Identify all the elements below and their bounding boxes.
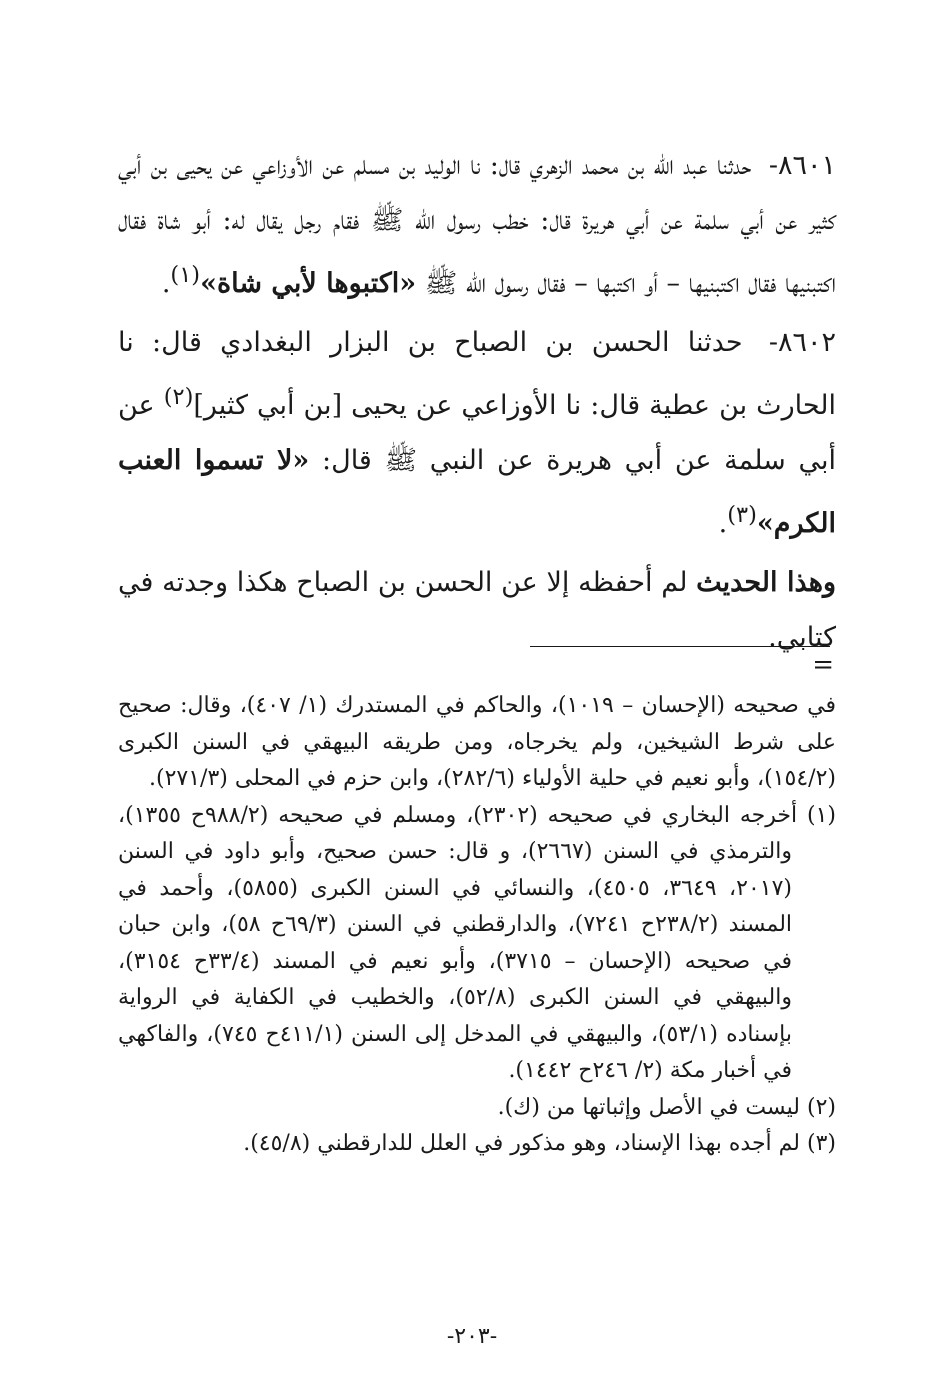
footnote-2: (٢) ليست في الأصل وإثباتها من (ك).	[497, 1094, 836, 1120]
sentence-end: .	[161, 268, 171, 299]
hadith-number: ٨٦٠١-	[768, 150, 836, 181]
hadith-text-continued: عن أبي سلمة عن أبي هريرة عن النبي ﷺ قال:	[118, 390, 836, 476]
author-comment	[118, 555, 836, 665]
prophetic-quote: «لا تسموا العنب الكرم»	[118, 445, 836, 539]
main-text	[118, 138, 836, 665]
comment-lead: وهذا الحديث	[696, 567, 836, 598]
footnote-ref: (٢)	[163, 384, 194, 410]
hadith-text: حدثنا الحسن بن الصباح بن البزار البغدادي قال: نا الحارث بن عطية قال: نا الأوزاعي عن يحيى [بن أبي كثير]	[118, 327, 836, 421]
footnote-continuation: في صحيحه (الإحسان – ١٠١٩)، والحاكم في المستدرك (١/ ٤٠٧)، وقال: صحيح على شرط الشيخين، ولم يخرجاه، ومن طريقه البيهقي في السنن الكبرى (١٥٤/٢)، وأبو نعيم في حلية الأولياء (٢٨٢/٦)، وابن حزم في المحلى (٢٧١/٣).	[118, 693, 836, 791]
footnote-1: (١) أخرجه البخاري في صحيحه (٢٣٠٢)، ومسلم في صحيحه (٩٨٨/٢ح ١٣٥٥)، والترمذي في السنن (٢٦٦٧)، و قال: حسن صحيح، وأبو داود في السنن (٢٠١٧، ٣٦٤٩، ٤٥٠٥)، والنسائي في السنن الكبرى (٥٨٥٥)، وأحمد في المسند (٢٣٨/٢ح ٧٢٤١)، والدارقطني في السنن (٦٩/٣ح ٥٨)، وابن حبان في صحيحه (الإحسان – ٣٧١٥)، وأبو نعيم في المسند (٣٣/٤ح ٣١٥٤)، والبيهقي في السنن الكبرى (٥٢/٨)، والخطيب في الكفاية في الرواية بإسناده (٥٣/١)، والبيهقي في المدخل إلى السنن (٤١١/١ح ٧٤٥)، والفاكهي في أخبار مكة (٢/ ٢٤٦ح ١٤٤٢).	[118, 802, 836, 1083]
hadith-text: حدثنا عبد الله بن محمد الزهري قال: نا الوليد بن مسلم عن الأوزاعي عن يحيى بن أبي كثير عن أبي سلمة عن أبي هريرة قال: خطب رسول الله ﷺ فقام رجل يقال له: أبو شاة فقال اكتبنيها فقال اكتبنيها – أو اكتبها – فقال رسول الله ﷺ	[118, 150, 836, 299]
hadith-number: ٨٦٠٢-	[768, 327, 836, 358]
hadith-8602	[118, 315, 836, 551]
page-number: -٢٠٣-	[446, 1324, 498, 1349]
hadith-8601	[118, 138, 836, 311]
footnote-ref: (١)	[170, 262, 201, 288]
footnote-separator	[530, 646, 830, 647]
comment-text: لم أحفظه إلا عن الحسن بن الصباح هكذا وجدته في كتابي.	[118, 567, 836, 653]
footnotes	[118, 688, 836, 1163]
prophetic-quote: «اكتبوها لأبي شاة»	[200, 268, 417, 299]
footnote-3: (٣) لم أجده بهذا الإسناد، وهو مذكور في العلل للدارقطني (٤٥/٨).	[243, 1131, 836, 1156]
sentence-end: .	[718, 508, 728, 539]
footnote-ref: (٣)	[727, 502, 757, 528]
continuation-mark: =	[812, 650, 834, 680]
